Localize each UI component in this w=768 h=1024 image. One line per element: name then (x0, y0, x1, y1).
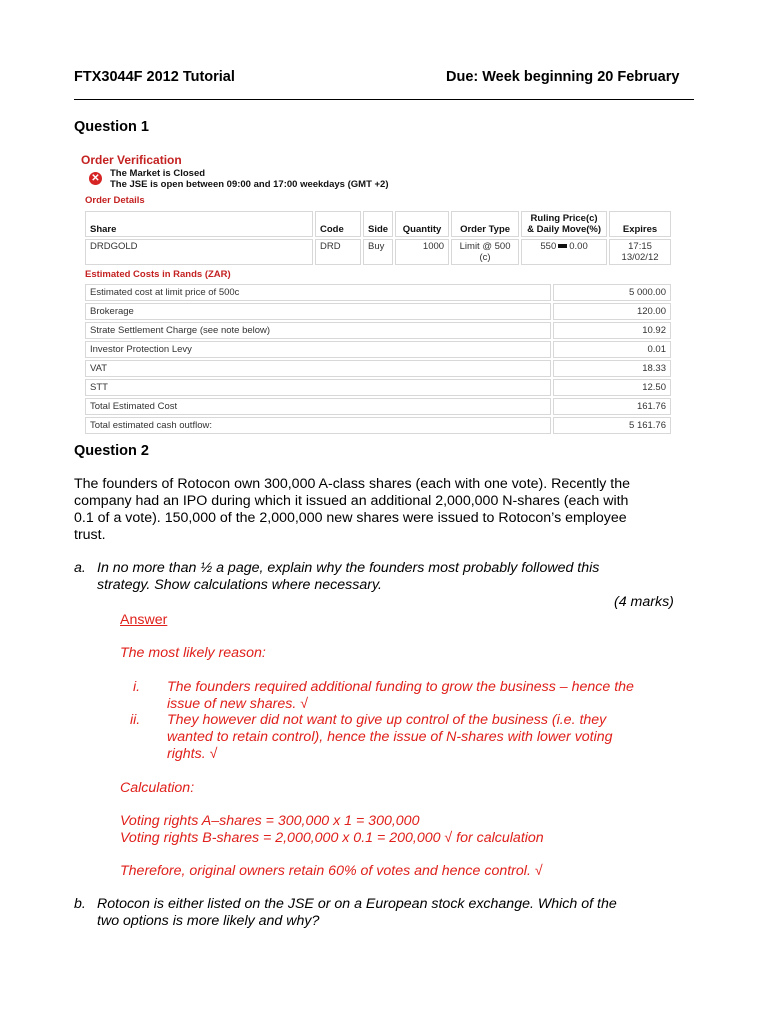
col-code: Code (315, 211, 361, 237)
expires-date: 13/02/12 (621, 252, 659, 263)
conclusion-line: Therefore, original owners retain 60% of votes and hence control. √ (120, 863, 543, 879)
part-a-line-2: strategy. Show calculations where necessary. (97, 577, 382, 593)
cost-value: 5 161.76 (553, 417, 671, 434)
jse-hours-message: The JSE is open between 09:00 and 17:00 weekdays (GMT +2) (110, 179, 389, 190)
cost-label: Investor Protection Levy (85, 341, 551, 358)
reason-2-line-1: They however did not want to give up control of the business (i.e. they (167, 712, 607, 728)
table-row (85, 341, 671, 358)
calculation-line-1: Voting rights A–shares = 300,000 x 1 = 300,000 (120, 813, 420, 829)
table-row (85, 417, 671, 434)
part-a-label: a. (74, 560, 86, 576)
col-order-type: Order Type (451, 211, 519, 237)
move-value: 0.00 (569, 241, 588, 252)
cost-label: STT (85, 379, 551, 396)
cost-label: Total estimated cash outflow: (85, 417, 551, 434)
estimated-costs-heading: Estimated Costs in Rands (ZAR) (85, 269, 231, 280)
part-a-marks: (4 marks) (614, 594, 674, 610)
col-ruling-price: Ruling Price(c) & Daily Move(%) (521, 211, 607, 237)
cost-value: 12.50 (553, 379, 671, 396)
table-header-row (85, 211, 671, 237)
cell-ruling-price (521, 239, 607, 265)
cost-label: VAT (85, 360, 551, 377)
cost-label: Brokerage (85, 303, 551, 320)
question-2-intro-line-3: 0.1 of a vote). 150,000 of the 2,000,000 new shares were issued to Rotocon’s employee (74, 510, 627, 526)
col-share: Share (85, 211, 313, 237)
cost-value: 0.01 (553, 341, 671, 358)
question-2-intro-line-4: trust. (74, 527, 106, 543)
calculation-line-2: Voting rights B-shares = 2,000,000 x 0.1 = 200,000 √ for calculation (120, 830, 544, 846)
part-b-line-1: Rotocon is either listed on the JSE or on a European stock exchange. Which of the (97, 896, 617, 912)
cost-value: 120.00 (553, 303, 671, 320)
cell-quantity: 1000 (395, 239, 449, 265)
question-2-intro-line-1: The founders of Rotocon own 300,000 A-class shares (each with one vote). Recently the (74, 476, 630, 492)
answer-label: Answer (120, 612, 168, 628)
cell-order-type: Limit @ 500 (c) (451, 239, 519, 265)
table-row (85, 379, 671, 396)
cell-expires (609, 239, 671, 265)
question-2-intro-line-2: company had an IPO during which it issued an additional 2,000,000 N-shares (each with (74, 493, 629, 509)
header-due-date: Due: Week beginning 20 February (446, 69, 680, 85)
table-row (85, 398, 671, 415)
cost-value: 5 000.00 (553, 284, 671, 301)
order-details-heading: Order Details (85, 195, 145, 206)
part-b-line-2: two options is more likely and why? (97, 913, 320, 929)
error-x-icon: ✕ (89, 172, 102, 185)
reason-heading: The most likely reason: (120, 645, 266, 661)
order-details-table (83, 209, 673, 267)
cell-side: Buy (363, 239, 393, 265)
reason-1-number: i. (133, 679, 141, 695)
table-row (85, 239, 671, 265)
calculation-heading: Calculation: (120, 780, 195, 796)
market-closed-message: The Market is Closed (110, 168, 206, 179)
daily-move-icon (558, 244, 567, 248)
cost-label: Strate Settlement Charge (see note below) (85, 322, 551, 339)
expires-time: 17:15 (628, 241, 652, 252)
question-1-heading: Question 1 (74, 119, 149, 135)
cost-label: Estimated cost at limit price of 500c (85, 284, 551, 301)
reason-2-line-2: wanted to retain control), hence the issue of N-shares with lower voting (167, 729, 613, 745)
part-a-line-1: In no more than ½ a page, explain why the founders most probably followed this (97, 560, 600, 576)
question-2-heading: Question 2 (74, 443, 149, 459)
cost-value: 161.76 (553, 398, 671, 415)
reason-1-line-2: issue of new shares. √ (167, 696, 309, 712)
table-row (85, 360, 671, 377)
col-side: Side (363, 211, 393, 237)
table-row (85, 284, 671, 301)
order-verification-title: Order Verification (81, 153, 182, 167)
order-verification-panel (79, 150, 675, 431)
col-expires: Expires (609, 211, 671, 237)
reason-1-line-1: The founders required additional funding to grow the business – hence the (167, 679, 634, 695)
cell-code: DRD (315, 239, 361, 265)
table-row (85, 303, 671, 320)
estimated-costs-table (83, 282, 673, 436)
table-row (85, 322, 671, 339)
part-b-label: b. (74, 896, 86, 912)
header-course-title: FTX3044F 2012 Tutorial (74, 69, 235, 85)
price-value: 550 (540, 241, 557, 252)
cost-value: 18.33 (553, 360, 671, 377)
cell-share: DRDGOLD (85, 239, 313, 265)
reason-2-line-3: rights. √ (167, 746, 218, 762)
reason-2-number: ii. (130, 712, 141, 728)
cost-value: 10.92 (553, 322, 671, 339)
cost-label: Total Estimated Cost (85, 398, 551, 415)
header-rule (74, 99, 694, 100)
col-quantity: Quantity (395, 211, 449, 237)
